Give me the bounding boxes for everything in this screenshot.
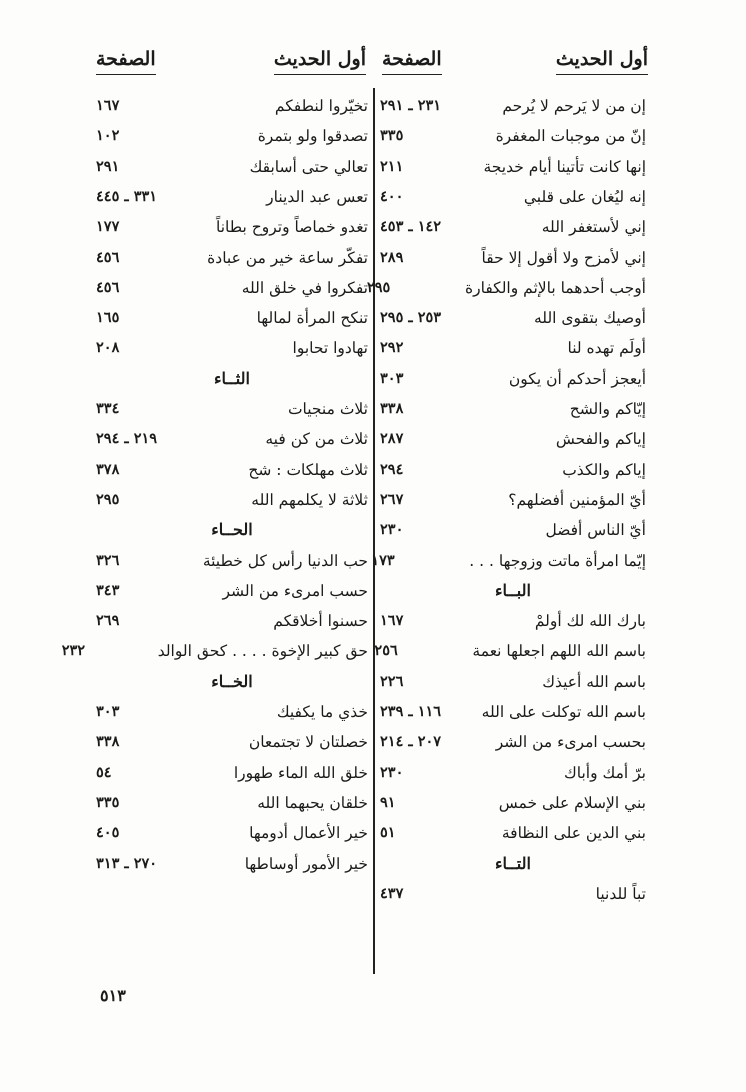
index-entry (380, 727, 646, 757)
page-reference: ٤٥٦ (96, 278, 120, 296)
hadith-opening: باسم الله اللهم اجعلها نعمة (472, 642, 646, 661)
hadith-opening: ثلاث مهلكات : شح (248, 460, 368, 479)
hadith-opening: إنّ من موجبات المغفرة (495, 127, 646, 146)
hadith-opening: تفكروا في خلق الله (241, 278, 368, 297)
page-reference: ٩١ (380, 793, 396, 811)
page-reference: ٣٢٦ (96, 551, 120, 569)
index-entry (380, 485, 646, 515)
index-entry (96, 303, 368, 333)
hadith-opening: تباً للدنيا (595, 884, 646, 903)
hadith-opening: حب الدنيا رأس كل خطيئة (202, 551, 368, 570)
hadith-opening: برّ أمك وأباك (564, 763, 646, 782)
page-reference: ١٦٥ (96, 309, 120, 327)
index-entry (380, 243, 646, 273)
section-heading: الخــاء (211, 671, 253, 691)
section-heading: البــاء (495, 580, 531, 600)
page-reference: ٢٩١ (96, 157, 120, 175)
index-entry (380, 333, 646, 363)
hadith-opening: بحسب امرىء من الشر (495, 733, 646, 752)
page-reference: ١٦٧ (380, 612, 404, 630)
hadith-opening: ثلاث منجيات (287, 400, 368, 418)
page-reference: ٤٥٦ (96, 248, 120, 266)
page-reference: ٣٣٥ (380, 127, 404, 145)
index-entry (96, 727, 368, 757)
page-reference: ٣٣١ ـ ٤٤٥ (96, 187, 158, 205)
index-entry (96, 758, 368, 788)
page-reference: ٢٧٠ ـ ٣١٣ (96, 854, 158, 872)
index-entry (96, 243, 368, 273)
page-reference: ٢٥٣ ـ ٢٩٥ (380, 309, 442, 327)
hadith-opening: أوجب أحدهما بالإثم والكفارة (464, 278, 646, 297)
index-entry (374, 636, 646, 666)
page-reference: ٢٣٠ (380, 763, 404, 781)
index-entry (380, 879, 646, 909)
hadith-opening: خصلتان لا تجتمعان (248, 733, 368, 752)
index-entry (380, 424, 646, 454)
index-entry (96, 91, 368, 121)
hadith-opening: خير الأعمال أدومها (249, 824, 368, 843)
hadith-opening: تنكح المرأة لمالها (256, 309, 368, 328)
hadith-opening: إنها كانت تأتينا أيام خديجة (483, 157, 646, 176)
hadith-opening: حسنوا أخلاقكم (273, 612, 368, 631)
index-entry (380, 515, 646, 545)
page-reference: ٢٦٩ (96, 612, 120, 630)
index-entry (96, 576, 368, 606)
page-reference: ٢١٩ ـ ٢٩٤ (96, 430, 158, 448)
index-entry (380, 182, 646, 212)
page-reference: ٢٣٠ (380, 521, 404, 539)
page-reference: ٢٣٢ (61, 642, 86, 660)
page-reference: ١٦٧ (96, 97, 120, 114)
hadith-opening: باسم الله توكلت على الله (481, 703, 646, 721)
index-entry (96, 697, 368, 727)
hadith-opening: ثلاث من كن فيه (265, 430, 368, 449)
index-entry (96, 182, 368, 212)
index-entry (96, 818, 368, 848)
index-entry (96, 606, 368, 636)
index-entry (96, 455, 368, 485)
hadith-opening: إن من لا يَرحم لا يُرحم (502, 97, 646, 115)
page-reference: ٢٩٤ (380, 460, 404, 478)
hadith-opening: تعس عبد الدينار (266, 187, 368, 206)
column-divider (373, 88, 375, 974)
section-heading: الثــاء (214, 368, 250, 388)
index-entry (380, 697, 646, 727)
hadith-opening: أيّ المؤمنين أفضلهم؟ (508, 490, 646, 509)
hadith-opening: تصدقوا ولو بتمرة (257, 127, 368, 146)
page-reference: ٣٣٨ (96, 733, 120, 751)
page-reference: ٣٣٤ (96, 400, 120, 417)
index-entry (380, 152, 646, 182)
index-entry (380, 121, 646, 151)
index-entry (380, 91, 646, 121)
hadith-opening: أولَم تهده لنا (567, 339, 646, 358)
index-entry (96, 152, 368, 182)
hadith-opening: باسم الله أعيذك (542, 672, 646, 691)
page-reference: ٢٩٥ (366, 278, 391, 296)
hadith-opening: إيّاكم والشح (569, 400, 646, 418)
page-reference: ٤٠٥ (96, 824, 120, 842)
page-reference: ٢٠٨ (96, 339, 120, 357)
page-reference: ١٤٢ ـ ٤٥٣ (380, 218, 442, 236)
page-reference: ١١٦ ـ ٢٣٩ (380, 703, 442, 720)
page-reference: ١٠٢ (96, 127, 120, 145)
hadith-opening: خذي ما يكفيك (276, 703, 368, 721)
index-entry (380, 818, 646, 848)
index-entry (96, 121, 368, 151)
index-entry (96, 273, 368, 303)
hadith-opening: حسب امرىء من الشر (222, 581, 368, 600)
hadith-opening: تعالي حتى أسابقك (249, 157, 368, 176)
hadith-opening: بارك الله لك أولمْ (534, 612, 646, 631)
hadith-opening: إياكم والفحش (555, 430, 646, 449)
hadith-opening: إيّما امرأة ماتت وزوجها . . . (469, 551, 646, 570)
page-reference: ٢٦٧ (380, 490, 404, 508)
index-entry (366, 273, 646, 303)
page-reference: ٢٩٢ (380, 339, 404, 357)
page-reference: ٥١ (380, 824, 396, 842)
index-entry (96, 788, 368, 818)
hadith-opening: خلقان يحبهما الله (257, 793, 368, 812)
index-entry (96, 424, 368, 454)
header-left-hadith: أول الحديث (274, 44, 366, 75)
page-reference: ١٧٧ (96, 218, 120, 236)
hadith-opening: إنه ليُغان على قلبي (523, 187, 646, 206)
page-reference: ٣٣٨ (380, 400, 404, 417)
hadith-opening: إني لأستغفر الله (541, 218, 646, 237)
page-reference: ٤٣٧ (380, 884, 404, 902)
page-reference: ٥٤ (96, 763, 112, 781)
hadith-opening: أيّ الناس أفضل (545, 521, 646, 540)
hadith-opening: حق كبير الإخوة . . . . كحق الوالد (157, 642, 368, 661)
hadith-opening: بني الدين على النظافة (501, 824, 646, 843)
index-entry (380, 364, 646, 394)
page-reference: ٤٠٠ (380, 187, 404, 205)
page-number: ٥١٣ (100, 986, 126, 1005)
page-reference: ٢١١ (380, 157, 404, 175)
page-reference: ٢٩٥ (96, 490, 120, 508)
index-entry (96, 394, 368, 424)
index-entry (380, 303, 646, 333)
hadith-opening: خير الأمور أوساطها (244, 854, 368, 873)
hadith-opening: تهادوا تحابوا (292, 339, 368, 358)
index-entry (96, 849, 368, 879)
hadith-opening: خلق الله الماء طهورا (233, 763, 368, 782)
index-entry (380, 606, 646, 636)
hadith-opening: أيعجز أحدكم أن يكون (508, 369, 646, 388)
index-entry (380, 455, 646, 485)
hadith-opening: إني لأمزح ولا أقول إلا حقاً (481, 248, 646, 267)
page-reference: ٢٣١ ـ ٢٩١ (380, 97, 442, 114)
page-reference: ٢٨٩ (380, 248, 404, 266)
page-reference: ٣٣٥ (96, 793, 120, 811)
page-reference: ٢٠٧ ـ ٢١٤ (380, 733, 442, 751)
hadith-opening: إياكم والكذب (562, 460, 646, 479)
page-reference: ١٧٣ (371, 551, 395, 569)
index-entry (380, 212, 646, 242)
header-right-page: الصفحة (382, 44, 442, 75)
page-reference: ٢٢٦ (380, 672, 404, 690)
index-entry (371, 546, 646, 576)
section-heading: الحــاء (211, 520, 253, 540)
page-reference: ٢٥٦ (374, 642, 398, 660)
index-entry (380, 667, 646, 697)
hadith-opening: أوصيك بتقوى الله (534, 309, 646, 328)
index-entry (380, 394, 646, 424)
index-entry (96, 485, 368, 515)
index-entry (96, 333, 368, 363)
section-heading: التــاء (495, 853, 531, 873)
page-reference: ٢٨٧ (380, 430, 404, 448)
hadith-opening: بني الإسلام على خمس (498, 793, 646, 812)
hadith-opening: ثلاثة لا يكلمهم الله (251, 490, 368, 509)
hadith-opening: تغدو خماصاً وتروح بطاناً (216, 218, 368, 237)
header-right-hadith: أول الحديث (556, 44, 648, 75)
index-entry (96, 546, 368, 576)
index-entry (61, 636, 368, 666)
header-left-page: الصفحة (96, 44, 156, 75)
index-entry (380, 788, 646, 818)
page-reference: ٣٠٣ (96, 703, 120, 720)
page-reference: ٣٤٣ (96, 581, 120, 599)
index-entry (96, 212, 368, 242)
hadith-opening: تفكّر ساعة خير من عبادة (207, 248, 368, 267)
page-reference: ٣٠٣ (380, 369, 404, 387)
index-entry (380, 758, 646, 788)
hadith-opening: تخيّروا لنطفكم (274, 97, 368, 115)
page-reference: ٣٧٨ (96, 460, 120, 478)
